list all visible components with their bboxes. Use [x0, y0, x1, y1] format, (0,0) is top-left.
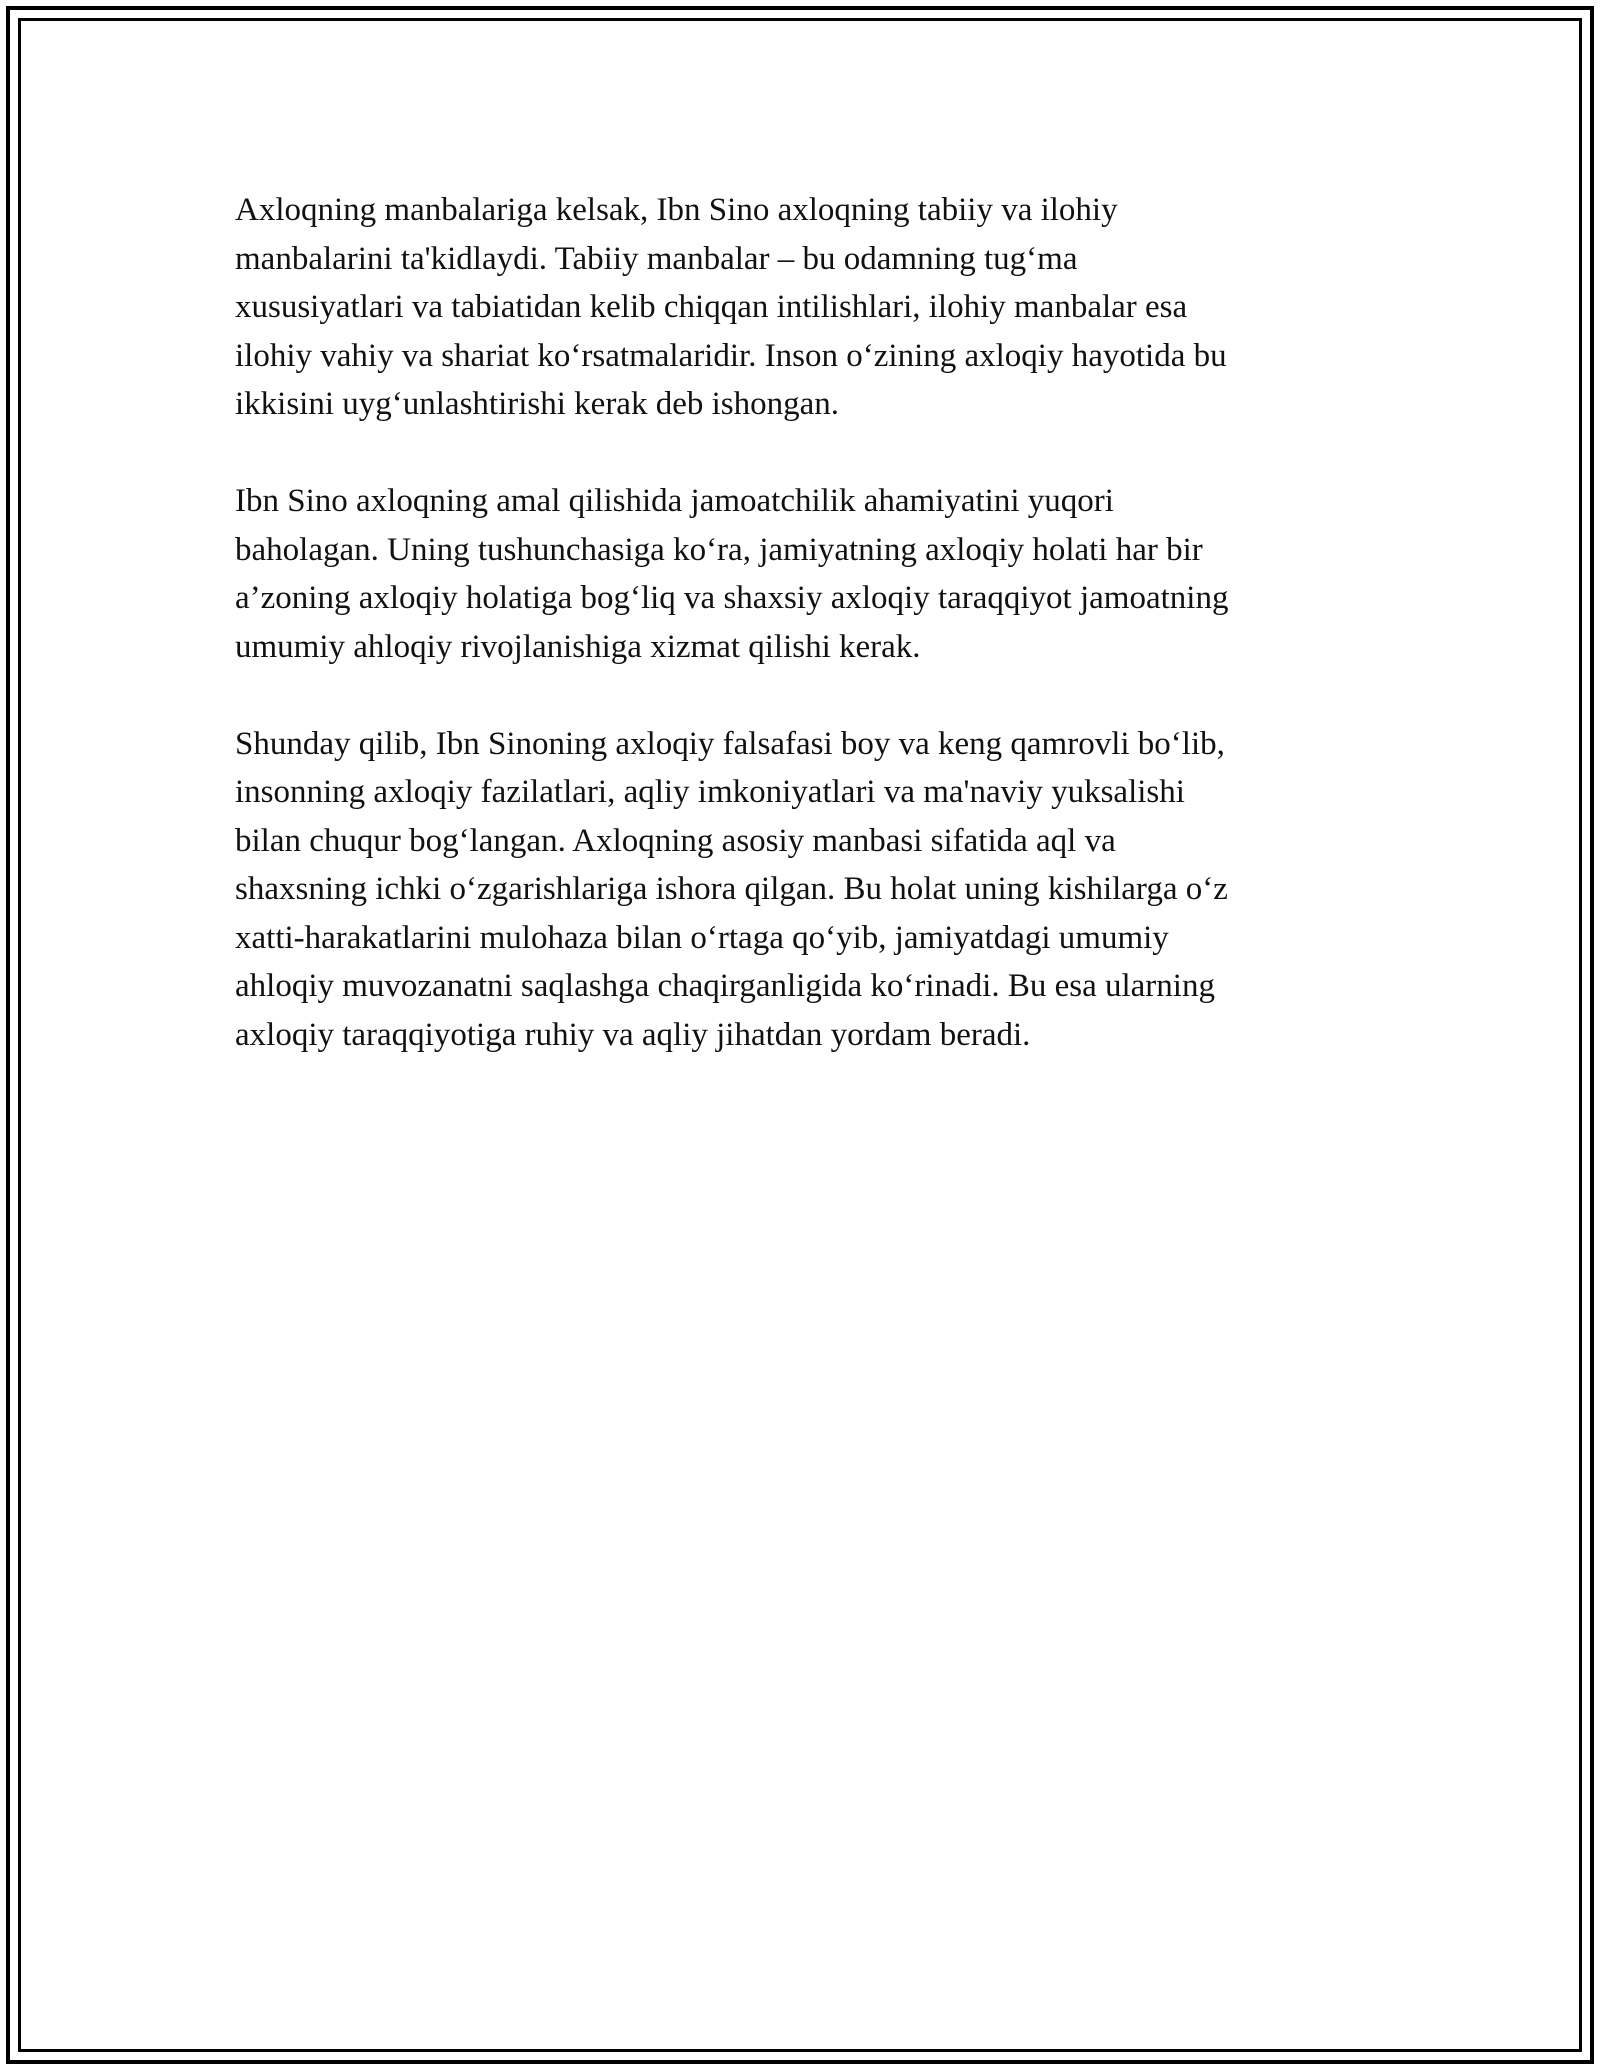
paragraph-social-significance: Ibn Sino axloqning amal qilishida jamoatchilik ahamiyatini yuqori baholagan. Uning tushunchasiga ko‘ra, jamiyatning axloqiy holati har bir a’zoning axloqiy holatiga bog‘liq va shaxsiy axloqiy taraqqiyot jamoatning umumiy ahloqiy rivojlanishiga xizmat qilishi kerak. — [235, 483, 1229, 665]
document-body — [235, 186, 1375, 1108]
paragraph-conclusion: Shunday qilib, Ibn Sinoning axloqiy falsafasi boy va keng qamrovli bo‘lib, insonning axloqiy fazilatlari, aqliy imkoniyatlari va ma'naviy yuksalishi bilan chuqur bog‘langan. Axloqning asosiy manbasi sifatida aql va shaxsning ichki o‘zgarishlariga ishora qilgan. Bu holat uning kishilarga o‘z xatti-harakatlarini mulohaza bilan o‘rtaga qo‘yib, jamiyatdagi umumiy ahloqiy muvozanatni saqlashga chaqirganligida ko‘rinadi. Bu esa ularning axloqiy taraqqiyotiga ruhiy va aqliy jihatdan yordam beradi. — [235, 725, 1228, 1053]
paragraph-sources-of-ethics: Axloqning manbalariga kelsak, Ibn Sino axloqning tabiiy va ilohiy manbalarini ta'kidlaydi. Tabiiy manbalar – bu odamning tug‘ma xususiyatlari va tabiatidan kelib chiqqan intilishlari, ilohiy manbalar esa ilohiy vahiy va shariat ko‘rsatmalaridir. Inson o‘zining axloqiy hayotida bu ikkisini uyg‘unlashtirishi kerak deb ishongan. — [235, 192, 1227, 422]
